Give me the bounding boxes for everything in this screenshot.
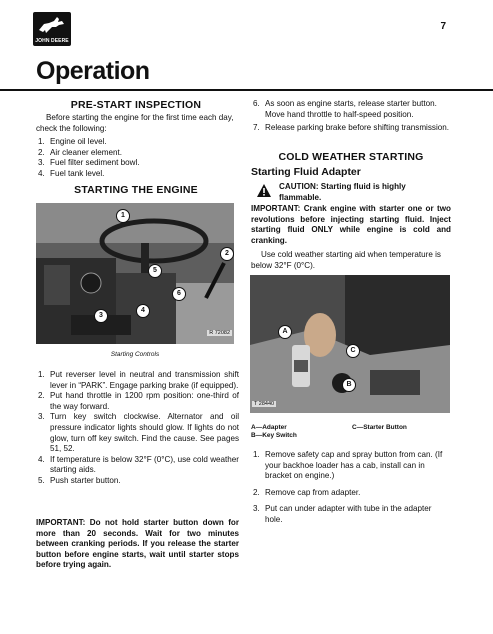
warning-icon [257, 184, 271, 198]
figure-code: R 72082 [209, 330, 230, 336]
prestart-list [36, 137, 241, 179]
list-item: 3. Put can under adapter with tube in the adapter hole. [253, 504, 432, 524]
list-item: 2. Remove cap from adapter. [253, 487, 361, 497]
starting-steps [36, 370, 239, 487]
cold-heading: COLD WEATHER STARTING [278, 151, 424, 163]
important-note-cold: IMPORTANT: Crank engine with starter one or two revolutions before injecting starting fluid. Inject starting fluid ONLY while engine is cold and cranking. [251, 204, 451, 245]
list-item: 7. Release parking brake before shifting transmission. [253, 123, 450, 133]
list-item: 3. Turn key switch clockwise. Alternator and oil pressure indicator lights should glow. If lights do not glow, turn off key switch. Find the cause. See pages 51, 52. [38, 412, 239, 454]
key-adapter: A—Adapter [251, 424, 287, 431]
figure-code: T 28440 [254, 401, 275, 407]
page-title: Operation [36, 57, 150, 85]
caution-text: CAUTION: Starting fluid is highly flammable. [279, 182, 406, 202]
logo-text: JOHN DEERE [35, 38, 69, 44]
prestart-heading: PRE-START INSPECTION [70, 99, 202, 111]
list-item: 2. Put hand throttle in 1200 rpm position: one-third of the way forward. [38, 391, 239, 411]
list-item: 1. Engine oil level. [38, 137, 107, 146]
continued-steps [251, 99, 451, 134]
list-item: 6. As soon as engine starts, release starter button. Move hand throttle to half-speed position. [253, 99, 437, 119]
title-rule [0, 89, 493, 91]
prestart-intro: Before starting the engine for the first time each day, check the following: [36, 113, 234, 133]
list-item: 1. Put reverser level in neutral and transmission shift lever in “PARK”. Engage parking brake (if equipped). [38, 370, 239, 390]
list-item: 4. If temperature is below 32°F (0°C), use cold weather starting aids. [38, 454, 239, 475]
callout-b: B [342, 378, 356, 392]
adapter-subheading: Starting Fluid Adapter [251, 166, 361, 178]
adapter-steps [251, 450, 451, 526]
key-starter-button: C—Starter Button [352, 424, 407, 431]
callout-3: 3 [94, 309, 108, 323]
callout-2: 2 [220, 247, 234, 261]
starting-controls-photo [36, 203, 234, 344]
deer-icon [37, 14, 67, 36]
callout-1: 1 [116, 209, 130, 223]
dashboard-illustration [36, 203, 234, 344]
figure-caption: Starting Controls [110, 351, 160, 358]
list-item: 3. Fuel filter sediment bowl. [38, 158, 140, 168]
callout-c: C [346, 344, 360, 358]
starting-fluid-photo [250, 275, 450, 413]
callout-5: 5 [148, 264, 162, 278]
john-deere-logo [33, 12, 71, 46]
cold-aid-text: Use cold weather starting aid when temperature is below 32°F (0°C). [251, 250, 441, 270]
key-switch: B—Key Switch [251, 432, 297, 439]
list-item: 4. Fuel tank level. [38, 168, 105, 178]
callout-4: 4 [136, 304, 150, 318]
important-note-start: IMPORTANT: Do not hold starter button down for more than 20 seconds. Wait for two minutes between cranking periods. If you release the starter button before engine starts, wait until starter stops before trying again. [36, 518, 239, 570]
callout-a: A [278, 325, 292, 339]
list-item: 5. Push starter button. [38, 475, 121, 485]
list-item: 2. Air cleaner element. [38, 147, 122, 157]
starting-heading: STARTING THE ENGINE [74, 184, 198, 196]
page-number: 7 [440, 21, 446, 32]
list-item: 1. Remove safety cap and spray button from can. (If your backhoe loader has a cab, install can in bracket on engine.) [253, 450, 443, 481]
callout-6: 6 [172, 287, 186, 301]
